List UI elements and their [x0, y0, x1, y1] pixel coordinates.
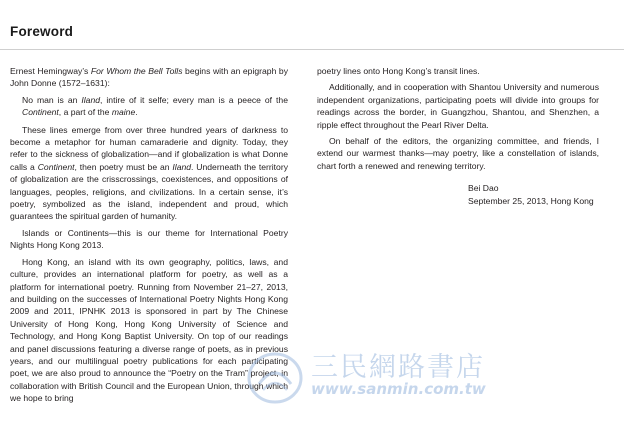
signature-date: September 25, 2013, Hong Kong [468, 195, 594, 206]
quote-italic: Continent [22, 107, 59, 118]
body-text: . Underneath the territory of globalization are the crisscrossings, coexistences, and oppositions of languages, peoples, religions, and civilizations. In a certain sense, it’s poetry, symbolized as the island, independent and proud, which guarantees the spiritual garden of humanity. [10, 161, 288, 222]
right-column [317, 65, 599, 207]
quote-text: No man is an [22, 94, 82, 105]
body-text: , then poetry must be an [74, 161, 173, 172]
theme-paragraph: Islands or Continents—this is our theme for International Poetry Nights Hong Kong 2013. [10, 227, 288, 251]
intro-text-cont: begins with an epigraph by John Donne (1572–1631): [10, 66, 288, 89]
body-italic: Iland [172, 161, 192, 172]
left-column [10, 65, 288, 409]
quote-text: . [135, 107, 138, 118]
watermark [245, 345, 624, 420]
body-italic: Continent [37, 161, 75, 172]
body-paragraph: On behalf of the editors, the organizing committee, and friends, I extend our warmest thanks—may poetry, like a constellation of islands, chart forth a renewed and renewing territory. [317, 136, 599, 171]
signature-block [468, 182, 599, 207]
body-paragraph: poetry lines onto Hong Kong’s transit lines. [317, 66, 480, 76]
intro-text: Ernest Hemingway’s [10, 66, 91, 76]
body-paragraph: Additionally, and in cooperation with Shantou University and numerous independent organizations, participating poets will divide into groups for readings across the border, in Guangzhou, Shantou, and Shenzhen, a ripple effect throughout the Pearl River Delta. [317, 82, 599, 130]
epigraph-quote [22, 94, 288, 119]
body-text: These lines emerge from over three hundred years of darkness to become a metaphor for human camaraderie and dignity. Today, they refer to the sickness of globalization—and if globalization is what Donne calls a [10, 124, 288, 172]
quote-text: , a part of the [58, 107, 112, 118]
watermark-chinese: 三民網路書店 [311, 352, 485, 383]
signature-name: Bei Dao [468, 183, 499, 194]
body-paragraph: Hong Kong, an island with its own geography, politics, laws, and culture, provides an international platform for poetry, as well as a platform for international poetry. Running from November 21–27, 2013, and building on the successes of International Poetry Nights Hong Kong 2009 and 2011, IPNHK 2013 is sponsored in part by The Chinese University of Hong Kong, Hong Kong University of Science and Technology, and Hong Kong Baptist University. On top of our readings and panel discussions featuring a diverse range of poets, as in previous years, and our multilingual poetry publications for each participating poet, we are also proud to announce the “Poetry on the Tram” project, in collaboration with British Council and the European Union, through which we hope to bring [10, 256, 288, 404]
intro-paragraph [10, 65, 288, 90]
quote-italic: maine [111, 107, 136, 118]
page-title: Foreword [10, 24, 74, 39]
quote-text: , intire of it selfe; every man is a peece of the [100, 94, 288, 105]
title-divider [0, 49, 624, 50]
body-paragraph [10, 124, 288, 223]
quote-italic: Iland [81, 94, 101, 105]
book-title: For Whom the Bell Tolls [90, 66, 183, 76]
watermark-url: www.sanmin.com.tw [311, 380, 486, 398]
